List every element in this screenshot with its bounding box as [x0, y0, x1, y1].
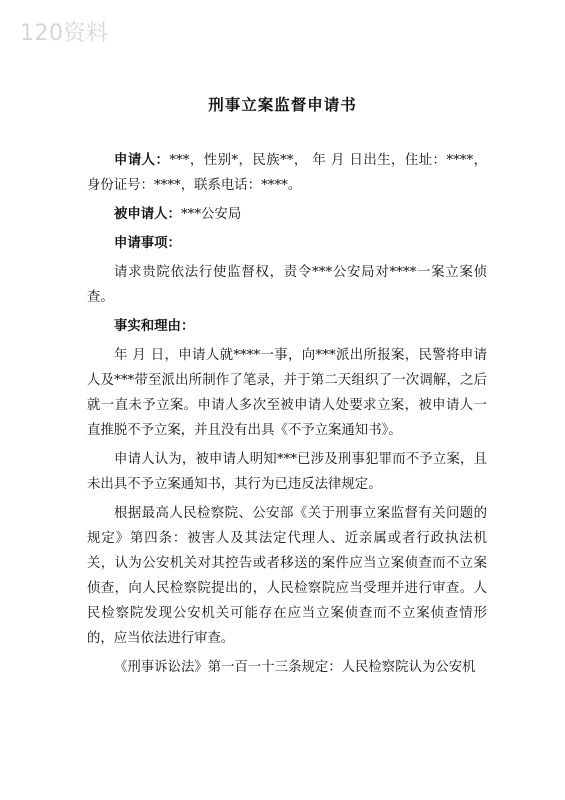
- respondent-paragraph: [87, 202, 487, 227]
- facts-paragraph-1: 年 月 日，申请人就****一事，向***派出所报案，民警将申请人及***带至派出所制作了笔录，并于第二天组织了一次调解，之后就一直未予立案。申请人多次至被申请人处要求立案，被申请人一直推脱不予立案，并且没有出具《不予立案通知书》。: [87, 348, 487, 438]
- watermark: 120资料: [20, 21, 109, 46]
- applicant-label: 申请人：: [114, 153, 170, 168]
- request-text: 请求贵院依法行使监督权，责令***公安局对****一案立案侦查。: [87, 265, 487, 305]
- document-body: [87, 148, 487, 684]
- facts-paragraph-2: 申请人认为，被申请人明知***已涉及刑事犯罪而不予立案，且未出具不予立案通知书，其行为已违反法律规定。: [87, 452, 487, 492]
- applicant-text: ***，性别*，民族**， 年 月 日出生，住址：****，身份证号：****，联系电话：****。: [87, 153, 487, 193]
- respondent-label: 被申请人：: [114, 207, 181, 222]
- facts-label: 事实和理由：: [114, 319, 195, 334]
- applicant-paragraph: [87, 148, 487, 198]
- request-heading: [87, 231, 487, 256]
- facts-paragraph-3: 根据最高人民检察院、公安部《关于刑事立案监督有关问题的规定》第四条：被害人及其法定代理人、近亲属或者行政执法机关，认为公安机关对其控告或者移送的案件应当立案侦查而不立案侦查，向人民检察院提出的，人民检察院应当受理并进行审查。人民检察院发现公安机关可能存在应当立案侦查而不立案侦查情形的，应当依法进行审查。: [87, 506, 487, 646]
- respondent-text: ***公安局: [180, 207, 242, 222]
- request-label: 申请事项：: [114, 236, 181, 251]
- facts-heading: [87, 314, 487, 339]
- document-title: 刑事立案监督申请书: [208, 96, 357, 114]
- facts-paragraph-4: 《刑事诉讼法》第一百一十三条规定：人民检察院认为公安机: [114, 660, 476, 675]
